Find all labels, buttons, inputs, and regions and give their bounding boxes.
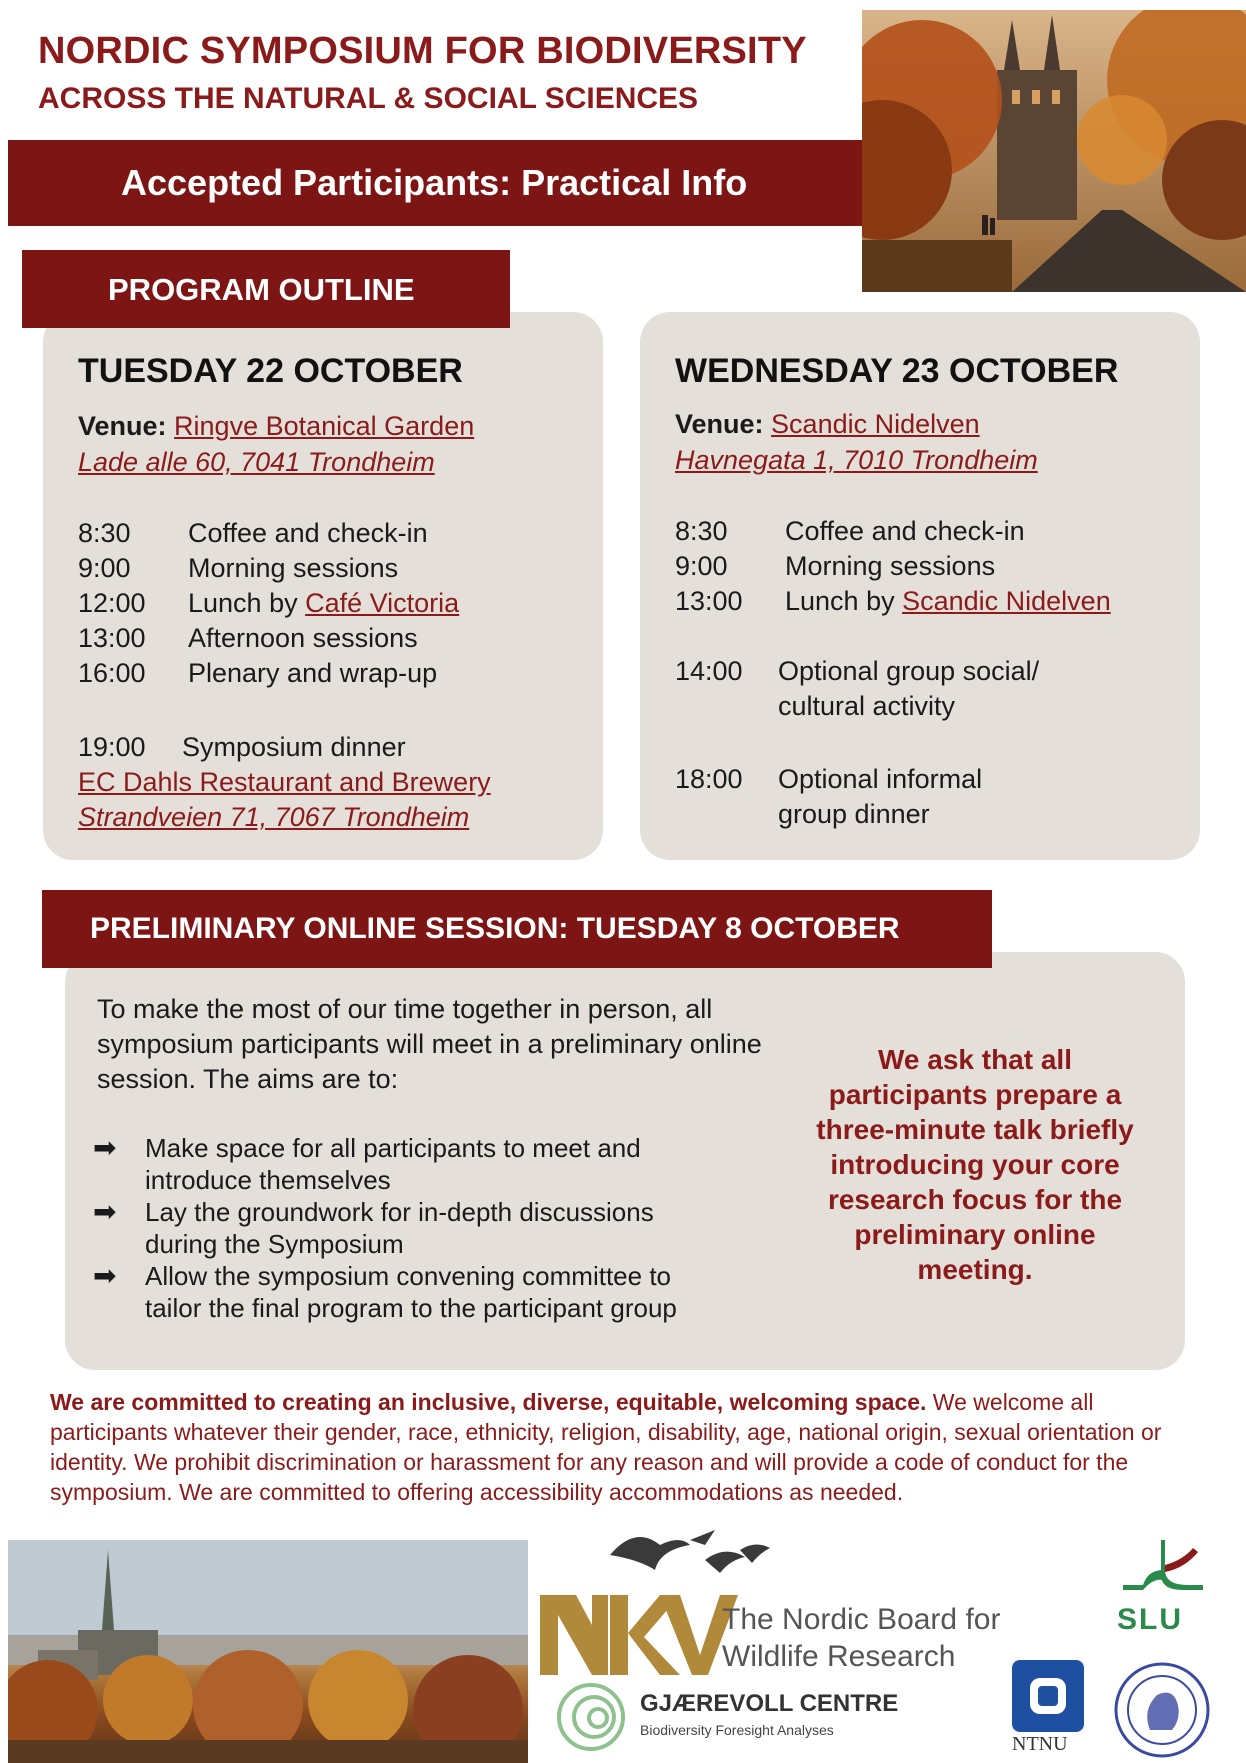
schedule-time: 13:00 <box>78 623 146 653</box>
day2-card <box>640 312 1200 860</box>
scandic-lunch-link[interactable]: Scandic Nidelven <box>902 586 1111 616</box>
day2-extra-1 <box>675 654 1039 724</box>
day1-dinner <box>78 730 491 835</box>
cafe-victoria-link[interactable]: Café Victoria <box>305 588 460 618</box>
arrow-right-icon: ➡ <box>93 1196 117 1227</box>
schedule-row <box>675 584 1111 619</box>
online-session-tab <box>42 890 992 968</box>
university-of-iceland-seal-icon <box>1112 1660 1212 1760</box>
day2-venue <box>675 406 1038 478</box>
schedule-item: Morning sessions <box>785 551 996 581</box>
schedule-item: group dinner <box>778 799 930 829</box>
online-session-heading: PRELIMINARY ONLINE SESSION: TUESDAY 8 OCTOBER <box>90 912 900 945</box>
arrow-right-icon: ➡ <box>93 1260 117 1291</box>
slu-logo-text: SLU <box>1117 1603 1183 1636</box>
schedule-time: 18:00 <box>675 764 743 794</box>
aims-list <box>93 1132 753 1324</box>
day1-venue-address-link[interactable]: Lade alle 60, 7041 Trondheim <box>78 447 435 477</box>
program-outline-heading: PROGRAM OUTLINE <box>108 272 415 307</box>
autumn-street-photo <box>862 10 1246 292</box>
schedule-time: 13:00 <box>675 586 743 616</box>
schedule-row <box>675 654 1039 724</box>
gjaerevoll-logo-icon <box>556 1682 626 1752</box>
schedule-item: Optional informal <box>778 764 983 794</box>
aim-text: Make space for all participants to meet and introduce themselves <box>145 1133 641 1195</box>
schedule-item: Coffee and check-in <box>188 518 428 548</box>
schedule-time: 9:00 <box>78 553 131 583</box>
schedule-time: 9:00 <box>675 551 728 581</box>
schedule-item: Morning sessions <box>188 553 399 583</box>
day1-schedule <box>78 516 459 691</box>
schedule-time: 14:00 <box>675 656 743 686</box>
day1-venue-label: Venue: <box>78 411 167 441</box>
aim-text: Lay the groundwork for in-depth discussions during the Symposium <box>145 1197 654 1259</box>
program-outline-tab <box>22 250 510 328</box>
schedule-time: 16:00 <box>78 658 146 688</box>
day1-card <box>43 312 603 860</box>
schedule-item: Afternoon sessions <box>188 623 418 653</box>
day2-schedule <box>675 514 1111 619</box>
dinner-venue-link[interactable]: EC Dahls Restaurant and Brewery <box>78 767 491 797</box>
list-item <box>93 1260 753 1324</box>
day1-venue-link[interactable]: Ringve Botanical Garden <box>174 411 475 441</box>
banner-bar <box>8 140 863 226</box>
day2-venue-address-link[interactable]: Havnegata 1, 7010 Trondheim <box>675 445 1038 475</box>
nkv-name-line2: Wildlife Research <box>722 1640 956 1673</box>
day2-title: WEDNESDAY 23 OCTOBER <box>675 352 1119 390</box>
schedule-row <box>78 516 459 551</box>
online-session-card <box>65 952 1185 1370</box>
online-session-intro: To make the most of our time together in person, all symposium participants will meet in a preliminary online session. The aims are to: <box>97 994 762 1094</box>
symposium-subtitle: ACROSS THE NATURAL & SOCIAL SCIENCES <box>38 82 699 115</box>
schedule-item: Lunch by <box>188 588 306 618</box>
gjaerevoll-title: GJÆREVOLL CENTRE <box>640 1690 899 1717</box>
inclusion-bold: We are committed to creating an inclusive, diverse, equitable, welcoming space. <box>50 1389 927 1415</box>
inclusion-text: We welcome all participants whatever their gender, race, ethnicity, religion, disability, age, national origin, sexual orientation or identity. We prohibit discrimination or harassment for any reason and will provide a code of conduct for the symposium. We are committed to offering accessibility accommodations as needed. <box>50 1389 1162 1505</box>
trondheim-cathedral-photo <box>8 1540 528 1763</box>
day1-venue <box>78 408 474 480</box>
schedule-item: Optional group social/ <box>778 656 1040 686</box>
gjaerevoll-subtitle: Biodiversity Foresight Analyses <box>640 1722 834 1738</box>
day1-title: TUESDAY 22 OCTOBER <box>78 352 463 390</box>
inclusion-statement <box>50 1387 1210 1507</box>
ntnu-logo-text: NTNU <box>1012 1733 1068 1755</box>
schedule-row <box>78 656 459 691</box>
dinner-time: 19:00 <box>78 732 146 762</box>
nkv-name-line1: The Nordic Board for <box>722 1603 1001 1636</box>
banner-title: Accepted Participants: Practical Info <box>121 162 748 203</box>
schedule-time: 12:00 <box>78 588 146 618</box>
schedule-item: Plenary and wrap-up <box>188 658 438 688</box>
schedule-item: Lunch by <box>785 586 903 616</box>
arrow-right-icon: ➡ <box>93 1132 117 1163</box>
schedule-row <box>675 514 1111 549</box>
symposium-title: NORDIC SYMPOSIUM FOR BIODIVERSITY <box>38 30 807 72</box>
ntnu-logo-icon <box>1012 1660 1084 1732</box>
schedule-time: 8:30 <box>675 516 728 546</box>
dinner-text: Symposium dinner <box>182 732 406 762</box>
list-item <box>93 1132 753 1196</box>
schedule-row <box>78 586 459 621</box>
schedule-item: cultural activity <box>778 691 956 721</box>
schedule-row <box>675 549 1111 584</box>
aim-text: Allow the symposium convening committee to tailor the final program to the participant group <box>145 1261 677 1323</box>
schedule-row <box>675 762 982 832</box>
day2-venue-label: Venue: <box>675 409 764 439</box>
day2-venue-link[interactable]: Scandic Nidelven <box>771 409 980 439</box>
dinner-address-link[interactable]: Strandveien 71, 7067 Trondheim <box>78 802 470 832</box>
list-item <box>93 1196 753 1260</box>
slu-logo-icon <box>1113 1540 1208 1602</box>
day2-extra-2 <box>675 762 982 832</box>
talk-request: We ask that all participants prepare a three-minute talk briefly introducing your core research focus for the preliminary online meeting. <box>816 1044 1134 1285</box>
schedule-row <box>78 551 459 586</box>
schedule-item: Coffee and check-in <box>785 516 1025 546</box>
schedule-time: 8:30 <box>78 518 131 548</box>
schedule-row <box>78 621 459 656</box>
